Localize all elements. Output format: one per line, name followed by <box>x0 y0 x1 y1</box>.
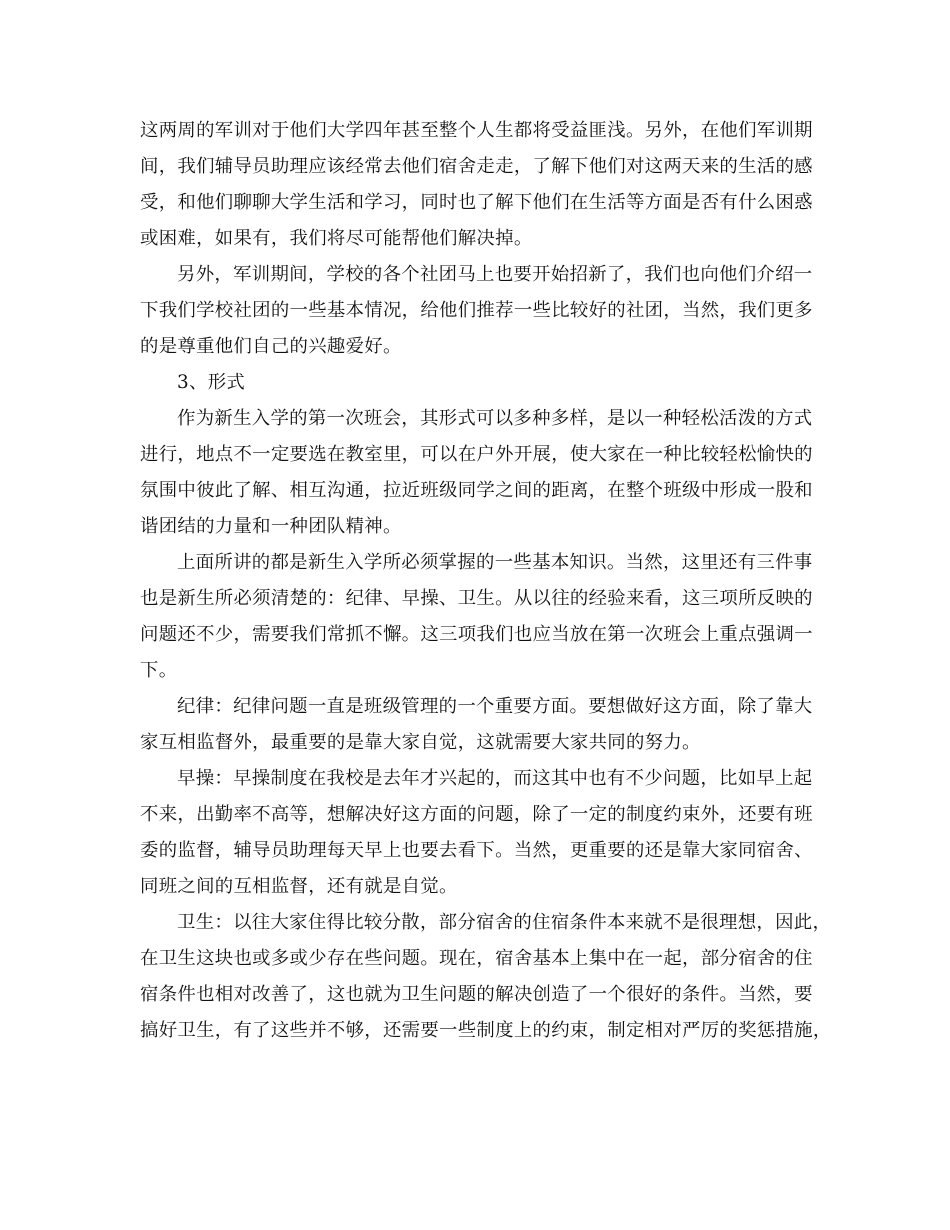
text-line: 搞好卫生，有了这些并不够，还需要一些制度上的约束，制定相对严厉的奖惩措施， <box>140 1020 832 1041</box>
paragraph-hygiene <box>140 905 832 1049</box>
text-line: 间，我们辅导员助理应该经常去他们宿舍走走，了解下他们对这两天来的生活的感 <box>140 156 813 177</box>
text-line: 卫生：以往大家住得比较分散，部分宿舍的住宿条件本来就不是很理想，因此， <box>177 912 832 933</box>
text-line: 进行，地点不一定要选在教室里，可以在户外开展，使大家在一种比较轻松愉快的 <box>140 444 813 465</box>
text-line: 上面所讲的都是新生入学所必须掌握的一些基本知识。当然，这里还有三件事 <box>177 552 813 573</box>
text-line: 纪律：纪律问题一直是班级管理的一个重要方面。要想做好这方面，除了靠大 <box>177 696 813 717</box>
section-heading-format <box>140 365 810 401</box>
text-line: 另外，军训期间，学校的各个社团马上也要开始招新了，我们也向他们介绍一 <box>177 264 813 285</box>
paragraph-three-things <box>140 545 813 689</box>
document-body <box>140 113 832 1049</box>
paragraph-format <box>140 401 813 545</box>
text-line: 下。 <box>140 660 178 681</box>
text-line: 在卫生这块也或多或少存在些问题。现在，宿舍基本上集中在一起，部分宿舍的住 <box>140 948 813 969</box>
text-line: 或困难，如果有，我们将尽可能帮他们解决掉。 <box>140 228 533 249</box>
section-heading: 3、形式 <box>177 372 246 393</box>
text-line: 早操：早操制度在我校是去年才兴起的，而这其中也有不少问题，比如早上起 <box>177 768 813 789</box>
text-line: 谐团结的力量和一种团队精神。 <box>140 516 402 537</box>
paragraph-morning-exercise <box>140 761 813 905</box>
paragraph-military-training <box>140 113 813 257</box>
paragraph-clubs <box>140 257 813 365</box>
paragraph-discipline <box>140 689 813 761</box>
text-line: 这两周的军训对于他们大学四年甚至整个人生都将受益匪浅。另外，在他们军训期 <box>140 120 813 141</box>
text-line: 问题还不少，需要我们常抓不懈。这三项我们也应当放在第一次班会上重点强调一 <box>140 624 813 645</box>
text-line: 受，和他们聊聊大学生活和学习，同时也了解下他们在生活等方面是否有什么困惑 <box>140 192 813 213</box>
text-line: 不来，出勤率不高等，想解决好这方面的问题，除了一定的制度约束外，还要有班 <box>140 804 813 825</box>
text-line: 氛围中彼此了解、相互沟通，拉近班级同学之间的距离，在整个班级中形成一股和 <box>140 480 813 501</box>
text-line: 下我们学校社团的一些基本情况，给他们推荐一些比较好的社团，当然，我们更多 <box>140 300 813 321</box>
text-line: 委的监督，辅导员助理每天早上也要去看下。当然，更重要的还是靠大家同宿舍、 <box>140 840 813 861</box>
text-line: 宿条件也相对改善了，这也就为卫生问题的解决创造了一个很好的条件。当然，要 <box>140 984 813 1005</box>
text-line: 同班之间的互相监督，还有就是自觉。 <box>140 876 458 897</box>
text-line: 也是新生所必须清楚的：纪律、早操、卫生。从以往的经验来看，这三项所反映的 <box>140 588 813 609</box>
text-line: 家互相监督外，最重要的是靠大家自觉，这就需要大家共同的努力。 <box>140 732 701 753</box>
text-line: 的是尊重他们自己的兴趣爱好。 <box>140 336 402 357</box>
text-line: 作为新生入学的第一次班会，其形式可以多种多样，是以一种轻松活泼的方式 <box>177 408 813 429</box>
